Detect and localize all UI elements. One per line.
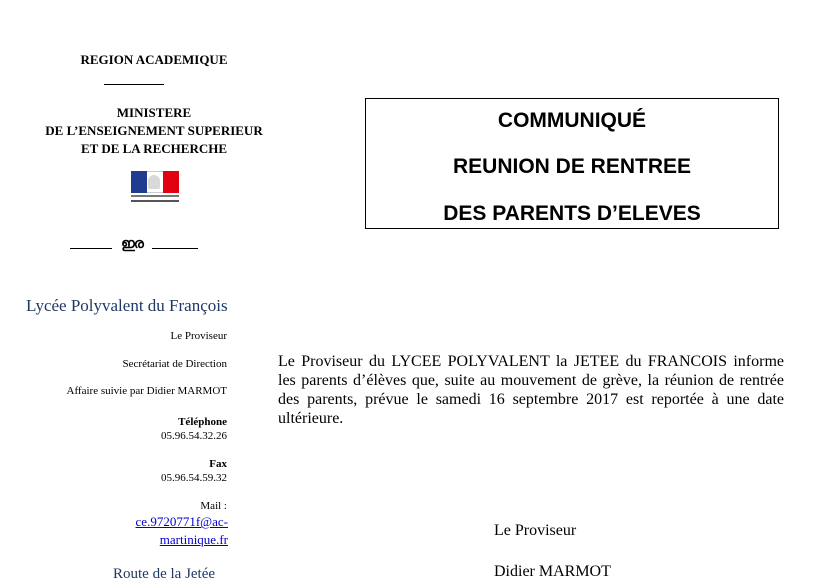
followed-by-label: Affaire suivie par Didier MARMOT <box>66 385 227 397</box>
role-label: Le Proviseur <box>170 330 227 342</box>
title-line: COMMUNIQUÉ <box>497 109 647 132</box>
email-line[interactable]: ce.9720771f@ac- <box>135 514 228 529</box>
phone-number: 05.96.54.32.26 <box>161 430 227 442</box>
title-box <box>365 98 779 229</box>
school-name: Lycée Polyvalent du François <box>26 296 228 315</box>
marianne-icon <box>148 175 160 189</box>
email-link[interactable] <box>136 513 228 549</box>
title-line: REUNION DE RENTREE <box>452 155 692 178</box>
region-academique: REGION ACADEMIQUE <box>80 52 228 67</box>
address: Route de la Jetée <box>113 566 216 582</box>
ornament-glyph: ഇര <box>121 237 143 252</box>
signature-name: Didier MARMOT <box>494 563 611 580</box>
ministere-line: MINISTERE <box>116 105 192 120</box>
divider <box>104 84 164 85</box>
mail-label: Mail : <box>200 500 227 512</box>
ornament-divider <box>70 237 198 254</box>
secretariat-label: Secrétariat de Direction <box>122 358 227 370</box>
phone-label: Téléphone <box>178 416 227 428</box>
ministere-block <box>0 104 308 158</box>
email-line[interactable]: martinique.fr <box>159 532 228 547</box>
republique-francaise-logo <box>131 171 179 205</box>
ministere-line: ET DE LA RECHERCHE <box>80 141 228 156</box>
title-line: DES PARENTS D’ELEVES <box>443 202 701 225</box>
signature-title: Le Proviseur <box>494 522 577 539</box>
ministere-line: DE L’ENSEIGNEMENT SUPERIEUR <box>45 123 263 138</box>
fax-label: Fax <box>209 458 227 470</box>
fax-number: 05.96.54.59.32 <box>161 472 227 484</box>
announcement-paragraph: Le Proviseur du LYCEE POLYVALENT la JETEE du FRANCOIS informe les parents d’élèves que, suite au mouvement de grève, la réunion de rentrée des parents, prévue le samedi 16 septembre 2017 est reportée à une date ultérieure. <box>278 353 784 427</box>
